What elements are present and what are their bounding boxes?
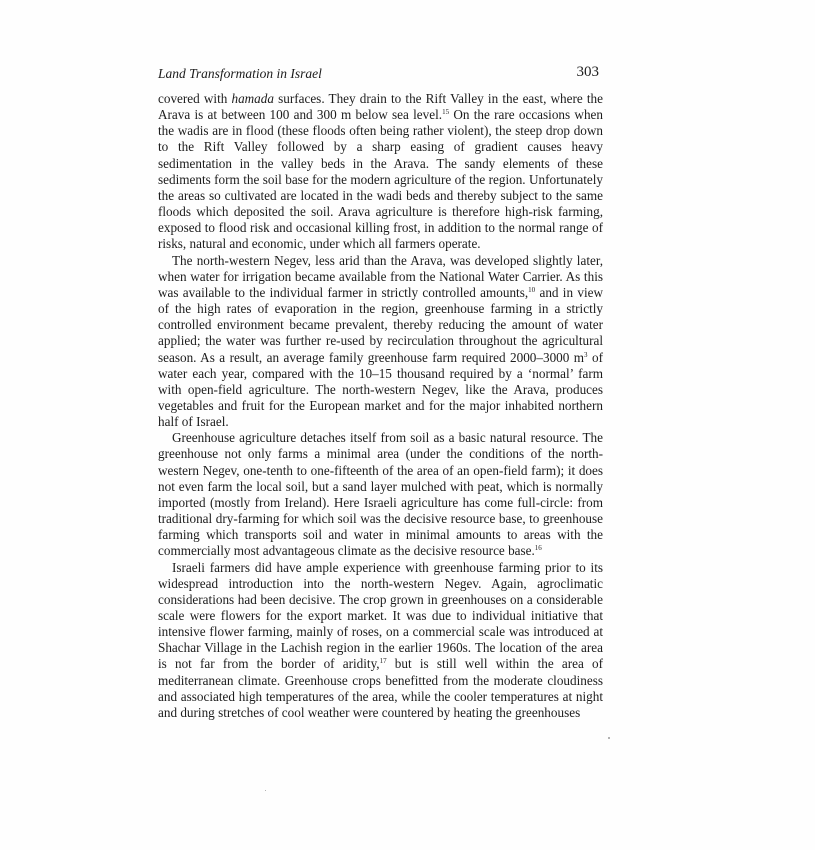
print-speck [265,790,266,791]
text-run: Israeli farmers did have ample experience with greenhouse farming prior to its widespread introduction into the north-western Negev. Again, agroclimatic considerations had been decisive. The crop grown in greenhouses on a considerable scale were flowers for the export market. It was due to individual initiative that intensive flower farming, mainly of roses, on a commercial scale was introduced at Shachar Village in the Lachish region in the earlier 1960s. The location of the area is not far from the border of aridity, [158,559,603,672]
footnote-marker: 17 [379,657,387,666]
body-text [158,91,603,721]
page-header [158,64,599,84]
footnote-marker: 10 [528,285,536,294]
text-run: surfaces. They drain to the Rift Valley in the east, where the Arava is at between 100 and 300 m below sea level. [158,91,603,123]
text-run: On the rare occasions when the wadis are in flood (these floods often being rather violent), the steep drop down to the Rift Valley followed by a sharp easing of gradient causes heavy sedimentation in the valley beds in the Arava. The sandy elements of these sediments form the soil base for the modern agriculture of the region. Unfortunately the areas so cultivated are located in the wadi beds and thereby subject to the same floods which deposited the soil. Arava agriculture is therefore high-risk farming, exposed to flood risk and occasional killing frost, in addition to the normal range of risks, natural and economic, under which all farmers operate. [158,107,603,252]
paragraph-1 [158,91,603,253]
text-run: of water each year, compared with the 10–15 thousand required by a ‘normal’ farm with open-field agriculture. The north-western Negev, like the Arava, produces vegetables and fruit for the European market and for the major inhabited northern half of Israel. [158,349,603,430]
text-run: but is still well within the area of mediterranean climate. Greenhouse crops benefitted from the moderate cloudiness and associated high temperatures of the area, while the cooler temperatures at night and during stretches of cool weather were countered by heating the greenhouses [158,656,603,720]
footnote-marker: 16 [534,544,542,553]
footnote-marker: 15 [442,108,450,117]
paragraph-2 [158,253,603,431]
running-title: Land Transformation in Israel [158,66,322,81]
text-run: and in view of the high rates of evaporation in the region, greenhouse farming in a strictly controlled environment became prevalent, thereby reducing the amount of water applied; the water was further re-used by recirculation throughout the agricultural season. As a result, an average family greenhouse farm required 2000–3000 m [158,284,603,365]
paragraph-3 [158,430,603,559]
italic-term: hamada [231,91,274,106]
text-run: Greenhouse agriculture detaches itself from soil as a basic natural resource. The greenhouse not only farms a minimal area (under the conditions of the north-western Negev, one-tenth to one-fifteenth of the area of an open-field farm); it does not even farm the local soil, but a sand layer mulched with peat, which is normally imported (mostly from Ireland). Here Israeli agriculture has come full-circle: from traditional dry-farming for which soil was the decisive resource base, to greenhouse farming which transports soil and water in minimal amounts to areas with the commercially most advantageous climate as the decisive resource base. [158,430,603,559]
page-number: 303 [576,64,599,80]
paragraph-4 [158,560,603,722]
text-run: The north-western Negev, less arid than the Arava, was developed slightly later, when water for irrigation became available from the National Water Carrier. As this was available to the individual farmer in strictly controlled amounts, [158,252,603,300]
footnote-marker: 3 [584,350,588,359]
text-run: covered with [158,91,232,106]
print-speck [608,737,610,739]
